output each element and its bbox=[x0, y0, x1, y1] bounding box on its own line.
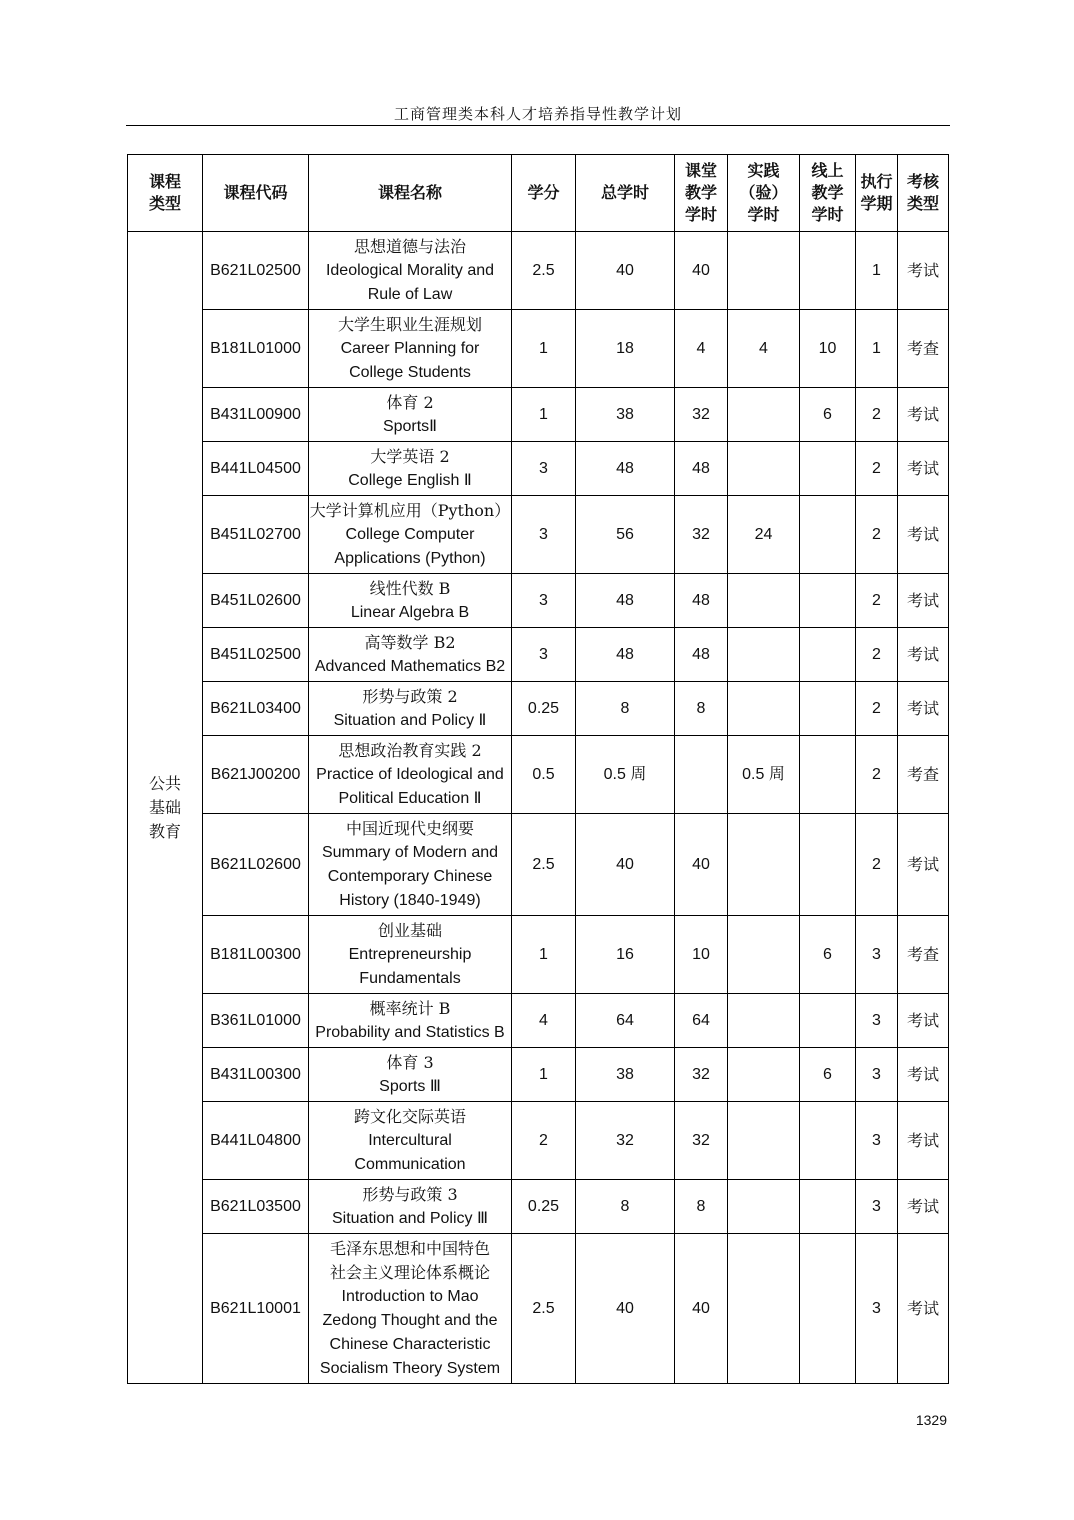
term-cell: 3 bbox=[856, 916, 898, 994]
course-name-cn: 高等数学 B2 bbox=[364, 632, 456, 652]
online-hours-cell bbox=[800, 682, 856, 736]
credit-cell: 0.25 bbox=[512, 1180, 576, 1234]
course-code-cell: B451L02600 bbox=[203, 574, 309, 628]
online-hours-cell bbox=[800, 994, 856, 1048]
header-exam-type bbox=[898, 155, 949, 232]
online-hours-cell: 6 bbox=[800, 1048, 856, 1102]
practice-hours-cell bbox=[728, 1102, 800, 1180]
practice-hours-cell: 24 bbox=[728, 496, 800, 574]
course-code-cell: B181L00300 bbox=[203, 916, 309, 994]
classroom-hours-cell: 32 bbox=[675, 496, 728, 574]
course-code-cell: B621J00200 bbox=[203, 736, 309, 814]
course-name-cell bbox=[309, 496, 512, 574]
practice-hours-cell bbox=[728, 1048, 800, 1102]
header-course-code bbox=[203, 155, 309, 232]
course-name-en: Situation and Policy Ⅱ bbox=[333, 711, 487, 729]
table-header-row bbox=[128, 155, 949, 232]
credit-cell: 3 bbox=[512, 442, 576, 496]
table-row bbox=[128, 1180, 949, 1234]
credit-cell: 2.5 bbox=[512, 1234, 576, 1384]
classroom-hours-cell: 32 bbox=[675, 1102, 728, 1180]
term-cell: 3 bbox=[856, 1234, 898, 1384]
term-cell: 3 bbox=[856, 994, 898, 1048]
table-row bbox=[128, 682, 949, 736]
online-hours-cell bbox=[800, 628, 856, 682]
teaching-plan-table bbox=[127, 154, 949, 1384]
header-text-line: 课程 bbox=[148, 172, 181, 191]
total-hours-cell: 40 bbox=[576, 814, 675, 916]
course-type-cell bbox=[128, 232, 203, 1384]
table-row bbox=[128, 496, 949, 574]
total-hours-cell: 38 bbox=[576, 388, 675, 442]
header-practice-hours bbox=[728, 155, 800, 232]
classroom-hours-cell: 4 bbox=[675, 310, 728, 388]
course-name-en: Summary of Modern and bbox=[321, 843, 499, 861]
course-name-cn: 社会主义理论体系概论 bbox=[329, 1262, 490, 1282]
header-text-line: 课程代码 bbox=[223, 183, 288, 202]
total-hours-cell: 38 bbox=[576, 1048, 675, 1102]
header-text-line: 学期 bbox=[860, 194, 893, 213]
course-code-cell: B441L04500 bbox=[203, 442, 309, 496]
course-name-cn: 大学生职业生涯规划 bbox=[337, 314, 482, 334]
online-hours-cell bbox=[800, 442, 856, 496]
practice-hours-cell bbox=[728, 574, 800, 628]
total-hours-cell: 0.5 周 bbox=[576, 736, 675, 814]
classroom-hours-cell: 32 bbox=[675, 1048, 728, 1102]
online-hours-cell: 10 bbox=[800, 310, 856, 388]
course-code-cell: B621L03500 bbox=[203, 1180, 309, 1234]
total-hours-cell: 40 bbox=[576, 232, 675, 310]
course-name-cn: 概率统计 B bbox=[369, 998, 451, 1018]
credit-cell: 3 bbox=[512, 628, 576, 682]
header-text-line: 线上 bbox=[811, 161, 844, 180]
course-name-en: Probability and Statistics B bbox=[315, 1023, 505, 1041]
header-text-line: 课堂 bbox=[684, 161, 717, 180]
course-code-cell: B621L10001 bbox=[203, 1234, 309, 1384]
exam-type-cell: 考试 bbox=[898, 1048, 949, 1102]
course-code-cell: B621L02600 bbox=[203, 814, 309, 916]
table-row bbox=[128, 574, 949, 628]
course-name-cn: 思想政治教育实践 2 bbox=[338, 740, 482, 760]
course-name-en: Career Planning for bbox=[340, 339, 480, 357]
term-cell: 2 bbox=[856, 682, 898, 736]
term-cell: 2 bbox=[856, 388, 898, 442]
header-text-line: 学分 bbox=[527, 183, 560, 202]
course-name-en: Applications (Python) bbox=[334, 549, 486, 567]
credit-cell: 0.25 bbox=[512, 682, 576, 736]
course-name-cn: 思想道德与法治 bbox=[353, 236, 466, 256]
course-name-en: Contemporary Chinese bbox=[327, 867, 493, 885]
course-name-en: College Students bbox=[349, 363, 471, 381]
practice-hours-cell bbox=[728, 1234, 800, 1384]
course-name-cell bbox=[309, 442, 512, 496]
course-name-en: College English Ⅱ bbox=[348, 471, 472, 489]
course-name-en: Intercultural bbox=[368, 1131, 452, 1149]
classroom-hours-cell: 32 bbox=[675, 388, 728, 442]
header-text-line: 类型 bbox=[906, 194, 939, 213]
table-row bbox=[128, 916, 949, 994]
classroom-hours-cell: 40 bbox=[675, 232, 728, 310]
credit-cell: 1 bbox=[512, 1048, 576, 1102]
classroom-hours-cell: 40 bbox=[675, 1234, 728, 1384]
practice-hours-cell bbox=[728, 232, 800, 310]
table-row bbox=[128, 442, 949, 496]
practice-hours-cell bbox=[728, 628, 800, 682]
practice-hours-cell bbox=[728, 682, 800, 736]
header-text-line: 学时 bbox=[811, 205, 844, 224]
table-row bbox=[128, 1234, 949, 1384]
course-name-en: Socialism Theory System bbox=[319, 1359, 501, 1377]
total-hours-cell: 8 bbox=[576, 1180, 675, 1234]
header-text-line: 总学时 bbox=[600, 183, 649, 202]
course-code-cell: B621L02500 bbox=[203, 232, 309, 310]
course-name-cell bbox=[309, 814, 512, 916]
course-code-cell: B441L04800 bbox=[203, 1102, 309, 1180]
practice-hours-cell bbox=[728, 916, 800, 994]
credit-cell: 2.5 bbox=[512, 232, 576, 310]
course-name-cn: 毛泽东思想和中国特色 bbox=[329, 1238, 490, 1258]
online-hours-cell bbox=[800, 814, 856, 916]
course-name-en: Practice of Ideological and bbox=[316, 765, 504, 783]
credit-cell: 0.5 bbox=[512, 736, 576, 814]
header-text-line: 学时 bbox=[747, 205, 780, 224]
course-type-line: 教育 bbox=[148, 821, 181, 841]
course-name-en: Linear Algebra B bbox=[350, 603, 470, 621]
term-cell: 1 bbox=[856, 232, 898, 310]
practice-hours-cell: 0.5 周 bbox=[728, 736, 800, 814]
classroom-hours-cell: 8 bbox=[675, 682, 728, 736]
header-text-line: 考核 bbox=[906, 172, 939, 191]
exam-type-cell: 考试 bbox=[898, 1180, 949, 1234]
term-cell: 1 bbox=[856, 310, 898, 388]
term-cell: 2 bbox=[856, 442, 898, 496]
term-cell: 2 bbox=[856, 736, 898, 814]
total-hours-cell: 32 bbox=[576, 1102, 675, 1180]
credit-cell: 1 bbox=[512, 388, 576, 442]
exam-type-cell: 考试 bbox=[898, 574, 949, 628]
term-cell: 3 bbox=[856, 1048, 898, 1102]
course-code-cell: B451L02700 bbox=[203, 496, 309, 574]
course-name-en: Rule of Law bbox=[367, 285, 453, 303]
credit-cell: 1 bbox=[512, 916, 576, 994]
course-name-cn: 形势与政策 3 bbox=[362, 1184, 458, 1204]
table-row bbox=[128, 1102, 949, 1180]
exam-type-cell: 考试 bbox=[898, 1102, 949, 1180]
course-name-en: SportsⅡ bbox=[382, 417, 438, 435]
term-cell: 2 bbox=[856, 496, 898, 574]
course-name-en: History (1840-1949) bbox=[339, 891, 481, 909]
exam-type-cell: 考查 bbox=[898, 736, 949, 814]
online-hours-cell bbox=[800, 1102, 856, 1180]
course-name-en: Fundamentals bbox=[359, 969, 461, 987]
header-term bbox=[856, 155, 898, 232]
header-text-line: 课程名称 bbox=[377, 183, 442, 202]
credit-cell: 2 bbox=[512, 1102, 576, 1180]
exam-type-cell: 考试 bbox=[898, 496, 949, 574]
header-credit bbox=[512, 155, 576, 232]
course-name-cn: 创业基础 bbox=[377, 920, 442, 940]
practice-hours-cell bbox=[728, 388, 800, 442]
header-rule bbox=[126, 125, 950, 126]
total-hours-cell: 48 bbox=[576, 442, 675, 496]
online-hours-cell bbox=[800, 574, 856, 628]
practice-hours-cell bbox=[728, 1180, 800, 1234]
course-name-cell bbox=[309, 994, 512, 1048]
classroom-hours-cell: 48 bbox=[675, 442, 728, 496]
table-row bbox=[128, 1048, 949, 1102]
course-name-en: College Computer bbox=[345, 525, 475, 543]
online-hours-cell bbox=[800, 496, 856, 574]
course-name-cn: 线性代数 B bbox=[369, 578, 451, 598]
classroom-hours-cell: 48 bbox=[675, 628, 728, 682]
header-text-line: 教学 bbox=[684, 183, 717, 202]
term-cell: 3 bbox=[856, 1102, 898, 1180]
course-name-cn: 体育 3 bbox=[386, 1052, 434, 1072]
classroom-hours-cell: 40 bbox=[675, 814, 728, 916]
course-name-cell bbox=[309, 736, 512, 814]
course-name-cn: 大学计算机应用（Python） bbox=[309, 500, 511, 520]
course-name-en: Communication bbox=[354, 1155, 466, 1173]
header-course-type bbox=[128, 155, 203, 232]
header-classroom-hours bbox=[675, 155, 728, 232]
exam-type-cell: 考查 bbox=[898, 310, 949, 388]
course-name-en: Sports Ⅲ bbox=[379, 1077, 441, 1095]
exam-type-cell: 考试 bbox=[898, 1234, 949, 1384]
course-name-en: Entrepreneurship bbox=[348, 945, 472, 963]
term-cell: 2 bbox=[856, 814, 898, 916]
practice-hours-cell bbox=[728, 442, 800, 496]
classroom-hours-cell: 8 bbox=[675, 1180, 728, 1234]
classroom-hours-cell: 64 bbox=[675, 994, 728, 1048]
credit-cell: 4 bbox=[512, 994, 576, 1048]
online-hours-cell bbox=[800, 1234, 856, 1384]
table-row bbox=[128, 814, 949, 916]
course-name-cn: 跨文化交际英语 bbox=[353, 1106, 466, 1126]
practice-hours-cell bbox=[728, 994, 800, 1048]
online-hours-cell bbox=[800, 232, 856, 310]
credit-cell: 1 bbox=[512, 310, 576, 388]
header-text-line: 执行 bbox=[860, 172, 893, 191]
course-name-en: Zedong Thought and the bbox=[322, 1311, 498, 1329]
course-name-en: Introduction to Mao bbox=[341, 1287, 479, 1305]
course-name-cell bbox=[309, 310, 512, 388]
course-name-cn: 中国近现代史纲要 bbox=[345, 818, 474, 838]
table-row bbox=[128, 628, 949, 682]
header-text-line: 类型 bbox=[148, 194, 181, 213]
header-text-line: （验） bbox=[739, 183, 788, 202]
course-name-cell bbox=[309, 1234, 512, 1384]
online-hours-cell bbox=[800, 1180, 856, 1234]
course-name-cn: 大学英语 2 bbox=[370, 446, 450, 466]
header-text-line: 教学 bbox=[811, 183, 844, 202]
course-code-cell: B431L00300 bbox=[203, 1048, 309, 1102]
header-total-hours bbox=[576, 155, 675, 232]
practice-hours-cell: 4 bbox=[728, 310, 800, 388]
course-code-cell: B181L01000 bbox=[203, 310, 309, 388]
course-name-cell bbox=[309, 388, 512, 442]
table-row bbox=[128, 310, 949, 388]
course-name-cell bbox=[309, 574, 512, 628]
page-number: 1329 bbox=[915, 1412, 947, 1428]
exam-type-cell: 考试 bbox=[898, 442, 949, 496]
course-name-en: Chinese Characteristic bbox=[329, 1335, 491, 1353]
course-name-cell bbox=[309, 682, 512, 736]
total-hours-cell: 8 bbox=[576, 682, 675, 736]
total-hours-cell: 64 bbox=[576, 994, 675, 1048]
credit-cell: 2.5 bbox=[512, 814, 576, 916]
classroom-hours-cell: 10 bbox=[675, 916, 728, 994]
course-name-cell bbox=[309, 1048, 512, 1102]
header-online-hours bbox=[800, 155, 856, 232]
running-header: 工商管理类本科人才培养指导性教学计划 bbox=[393, 105, 682, 123]
header-text-line: 学时 bbox=[684, 205, 717, 224]
course-name-cell bbox=[309, 1102, 512, 1180]
table-row bbox=[128, 388, 949, 442]
course-name-cell bbox=[309, 628, 512, 682]
course-name-cn: 形势与政策 2 bbox=[362, 686, 458, 706]
exam-type-cell: 考试 bbox=[898, 682, 949, 736]
course-name-en: Advanced Mathematics B2 bbox=[314, 657, 506, 675]
table-row bbox=[128, 994, 949, 1048]
total-hours-cell: 16 bbox=[576, 916, 675, 994]
practice-hours-cell bbox=[728, 814, 800, 916]
total-hours-cell: 18 bbox=[576, 310, 675, 388]
course-type-line: 基础 bbox=[148, 797, 181, 817]
online-hours-cell: 6 bbox=[800, 916, 856, 994]
course-name-en: Ideological Morality and bbox=[325, 261, 495, 279]
total-hours-cell: 48 bbox=[576, 628, 675, 682]
course-name-en: Political Education Ⅱ bbox=[338, 789, 482, 807]
table-row bbox=[128, 232, 949, 310]
classroom-hours-cell: 48 bbox=[675, 574, 728, 628]
exam-type-cell: 考试 bbox=[898, 628, 949, 682]
credit-cell: 3 bbox=[512, 496, 576, 574]
online-hours-cell bbox=[800, 736, 856, 814]
total-hours-cell: 40 bbox=[576, 1234, 675, 1384]
course-name-en: Situation and Policy Ⅲ bbox=[331, 1209, 488, 1227]
total-hours-cell: 48 bbox=[576, 574, 675, 628]
course-name-cell bbox=[309, 232, 512, 310]
online-hours-cell: 6 bbox=[800, 388, 856, 442]
header-course-name bbox=[309, 155, 512, 232]
exam-type-cell: 考试 bbox=[898, 232, 949, 310]
exam-type-cell: 考查 bbox=[898, 916, 949, 994]
total-hours-cell: 56 bbox=[576, 496, 675, 574]
credit-cell: 3 bbox=[512, 574, 576, 628]
exam-type-cell: 考试 bbox=[898, 814, 949, 916]
course-name-cell bbox=[309, 1180, 512, 1234]
course-name-cell bbox=[309, 916, 512, 994]
course-code-cell: B451L02500 bbox=[203, 628, 309, 682]
classroom-hours-cell bbox=[675, 736, 728, 814]
course-code-cell: B361L01000 bbox=[203, 994, 309, 1048]
course-name-cn: 体育 2 bbox=[386, 392, 434, 412]
exam-type-cell: 考试 bbox=[898, 994, 949, 1048]
table-row bbox=[128, 736, 949, 814]
term-cell: 2 bbox=[856, 628, 898, 682]
course-code-cell: B431L00900 bbox=[203, 388, 309, 442]
term-cell: 2 bbox=[856, 574, 898, 628]
table-body bbox=[128, 232, 949, 1384]
term-cell: 3 bbox=[856, 1180, 898, 1234]
course-code-cell: B621L03400 bbox=[203, 682, 309, 736]
exam-type-cell: 考试 bbox=[898, 388, 949, 442]
course-type-line: 公共 bbox=[148, 773, 181, 793]
header-text-line: 实践 bbox=[747, 161, 780, 180]
